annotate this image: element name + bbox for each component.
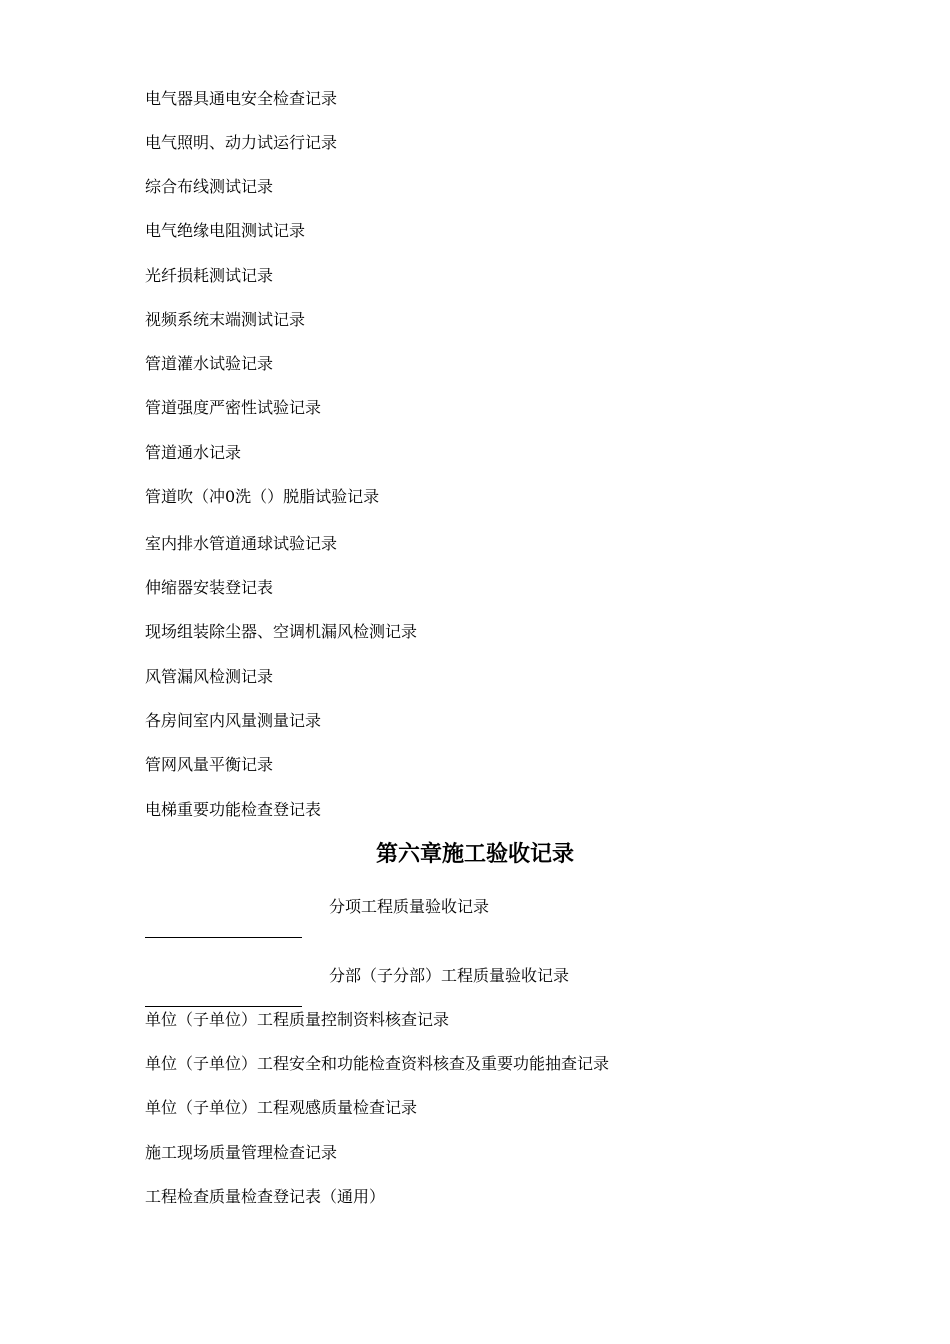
final-record-item: 工程检查质量检查登记表（通用） (145, 1187, 386, 1206)
chapter-heading: 第六章施工验收记录 (375, 841, 574, 867)
blank-underline (145, 937, 302, 938)
record-item: 电梯重要功能检查登记表 (145, 800, 322, 819)
final-record-item: 单位（子单位）工程安全和功能检查资料核查及重要功能抽查记录 (145, 1054, 610, 1073)
record-item: 室内排水管道通球试验记录 (145, 534, 338, 553)
record-item: 管道强度严密性试验记录 (145, 398, 322, 417)
record-item: 风管漏风检测记录 (145, 667, 274, 686)
acceptance-item: 分项工程质量验收记录 (329, 897, 490, 916)
blank-underline (145, 1006, 302, 1007)
record-item: 综合布线测试记录 (145, 177, 274, 196)
record-item: 管道通水记录 (145, 443, 242, 462)
record-item: 管道吹（冲0洗（）脱脂试验记录 (145, 487, 380, 506)
record-item: 管网风量平衡记录 (145, 755, 274, 774)
record-item: 各房间室内风量测量记录 (145, 711, 322, 730)
record-item: 电气照明、动力试运行记录 (145, 133, 338, 152)
record-item: 伸缩器安装登记表 (145, 578, 274, 597)
record-item: 光纤损耗测试记录 (145, 266, 274, 285)
record-item: 电气器具通电安全检查记录 (145, 89, 338, 108)
final-record-item: 单位（子单位）工程质量控制资料核查记录 (145, 1010, 450, 1029)
record-item: 视频系统末端测试记录 (145, 310, 306, 329)
record-item: 现场组装除尘器、空调机漏风检测记录 (145, 622, 418, 641)
acceptance-item: 分部（子分部）工程质量验收记录 (329, 966, 570, 985)
final-record-item: 施工现场质量管理检查记录 (145, 1143, 338, 1162)
record-item: 电气绝缘电阻测试记录 (145, 221, 306, 240)
record-item: 管道灌水试验记录 (145, 354, 274, 373)
final-record-item: 单位（子单位）工程观感质量检查记录 (145, 1098, 418, 1117)
